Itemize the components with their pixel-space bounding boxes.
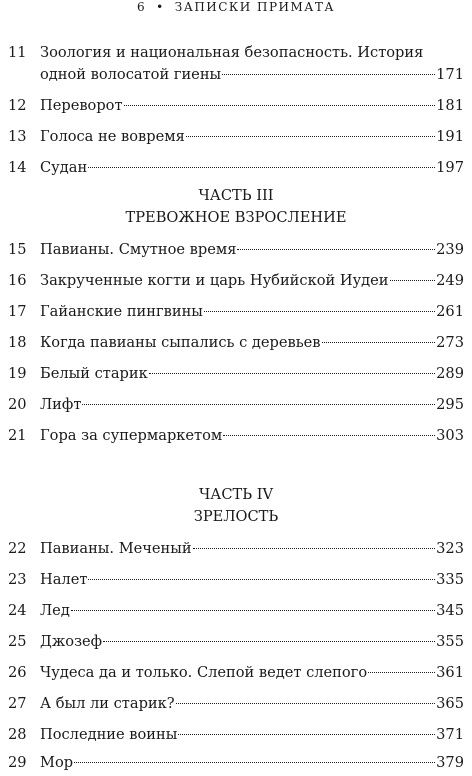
- chapter-number: 19: [8, 365, 27, 382]
- dot-leader: [149, 373, 435, 374]
- part-label: ЧАСТЬ IV: [198, 486, 273, 503]
- page-ref: 273: [436, 334, 464, 351]
- chapter-title: Налет: [40, 571, 88, 588]
- chapter-title: Павианы. Меченый: [40, 540, 192, 557]
- chapter-number: 14: [8, 159, 27, 176]
- toc-entry-25[interactable]: [8, 631, 464, 653]
- dot-leader: [322, 342, 436, 343]
- chapter-title: Последние воины: [40, 726, 178, 743]
- dot-leader: [88, 579, 435, 580]
- part-heading-3: [0, 185, 472, 229]
- part-title: ЗРЕЛОСТЬ: [193, 508, 279, 525]
- toc-entry-26[interactable]: [8, 662, 464, 684]
- toc-entry-29[interactable]: [8, 752, 464, 774]
- dot-leader: [82, 404, 435, 405]
- chapter-title: Закрученные когти и царь Нубийской Иудеи: [40, 272, 389, 289]
- chapter-title-line-1: Зоология и национальная безопасность. История: [40, 44, 424, 61]
- chapter-number: 13: [8, 128, 27, 145]
- chapter-number: 18: [8, 334, 27, 351]
- part-label: ЧАСТЬ III: [198, 187, 274, 204]
- chapter-title: Переворот: [40, 97, 123, 114]
- toc-entry-21[interactable]: [8, 425, 464, 447]
- chapter-number: 20: [8, 396, 27, 413]
- chapter-title: Джозеф: [40, 633, 103, 650]
- chapter-number: 24: [8, 602, 27, 619]
- dot-leader: [368, 672, 435, 673]
- running-head-separator: •: [156, 0, 165, 14]
- chapter-title: Лед: [40, 602, 70, 619]
- chapter-title: Мор: [40, 754, 74, 771]
- chapter-number: 26: [8, 664, 27, 681]
- toc-entry-28[interactable]: [8, 724, 464, 746]
- chapter-title: Павианы. Смутное время: [40, 241, 237, 258]
- chapter-title: Гайанские пингвины: [40, 303, 203, 320]
- toc-entry-12[interactable]: [8, 95, 464, 117]
- chapter-number: 11: [8, 44, 27, 61]
- page-ref: 371: [436, 726, 464, 743]
- dot-leader: [204, 311, 435, 312]
- dot-leader: [124, 105, 436, 106]
- chapter-title: Когда павианы сыпались с деревьев: [40, 334, 321, 351]
- page-ref: 365: [436, 695, 464, 712]
- page-ref: 239: [436, 241, 464, 258]
- dot-leader: [237, 249, 435, 250]
- toc-entry-23[interactable]: [8, 569, 464, 591]
- dot-leader: [390, 280, 436, 281]
- page-ref: 335: [436, 571, 464, 588]
- page-ref: 181: [436, 97, 464, 114]
- part-title: ТРЕВОЖНОЕ ВЗРОСЛЕНИЕ: [125, 209, 347, 226]
- page-ref: 289: [436, 365, 464, 382]
- chapter-title: Белый старик: [40, 365, 148, 382]
- page-ref: 191: [436, 128, 464, 145]
- chapter-number: 22: [8, 540, 27, 557]
- chapter-number: 17: [8, 303, 27, 320]
- toc-entry-17[interactable]: [8, 301, 464, 323]
- dot-leader: [74, 762, 435, 763]
- dot-leader: [223, 435, 435, 436]
- page-ref: 171: [436, 66, 464, 83]
- toc-entry-16[interactable]: [8, 270, 464, 292]
- toc-entry-20[interactable]: [8, 394, 464, 416]
- toc-entry-11[interactable]: [8, 42, 464, 86]
- book-title: ЗАПИСКИ ПРИМАТА: [174, 0, 335, 14]
- page-ref: 361: [436, 664, 464, 681]
- dot-leader: [222, 74, 435, 75]
- running-head: [0, 0, 472, 14]
- chapter-number: 29: [8, 754, 27, 771]
- page-ref: 261: [436, 303, 464, 320]
- toc-entry-13[interactable]: [8, 126, 464, 148]
- part-heading-4: [0, 484, 472, 528]
- toc-entry-22[interactable]: [8, 538, 464, 560]
- chapter-number: 16: [8, 272, 27, 289]
- chapter-title: одной волосатой гиены: [40, 66, 222, 83]
- dot-leader: [186, 136, 435, 137]
- page-ref: 323: [436, 540, 464, 557]
- page-ref: 249: [436, 272, 464, 289]
- chapter-title: Голоса не вовремя: [40, 128, 185, 145]
- page-ref: 355: [436, 633, 464, 650]
- page-number: 6: [137, 0, 147, 14]
- chapter-number: 15: [8, 241, 27, 258]
- chapter-title: Гора за супермаркетом: [40, 427, 223, 444]
- dot-leader: [71, 610, 435, 611]
- chapter-title: А был ли старик?: [40, 695, 175, 712]
- chapter-title: Лифт: [40, 396, 82, 413]
- chapter-number: 28: [8, 726, 27, 743]
- dot-leader: [176, 703, 436, 704]
- page-ref: 303: [436, 427, 464, 444]
- chapter-title: Чудеса да и только. Слепой ведет слепого: [40, 664, 368, 681]
- page-ref: 197: [436, 159, 464, 176]
- toc-entry-27[interactable]: [8, 693, 464, 715]
- page-ref: 295: [436, 396, 464, 413]
- page-ref: 345: [436, 602, 464, 619]
- toc-entry-18[interactable]: [8, 332, 464, 354]
- toc-entry-19[interactable]: [8, 363, 464, 385]
- chapter-number: 25: [8, 633, 27, 650]
- chapter-title: Судан: [40, 159, 88, 176]
- toc-entry-24[interactable]: [8, 600, 464, 622]
- chapter-number: 27: [8, 695, 27, 712]
- dot-leader: [103, 641, 435, 642]
- chapter-number: 21: [8, 427, 27, 444]
- chapter-number: 12: [8, 97, 27, 114]
- chapter-number: 23: [8, 571, 27, 588]
- dot-leader: [178, 734, 435, 735]
- dot-leader: [193, 548, 436, 549]
- page-ref: 379: [436, 754, 464, 771]
- toc-entry-14[interactable]: [8, 157, 464, 179]
- dot-leader: [88, 167, 435, 168]
- toc-entry-15[interactable]: [8, 239, 464, 261]
